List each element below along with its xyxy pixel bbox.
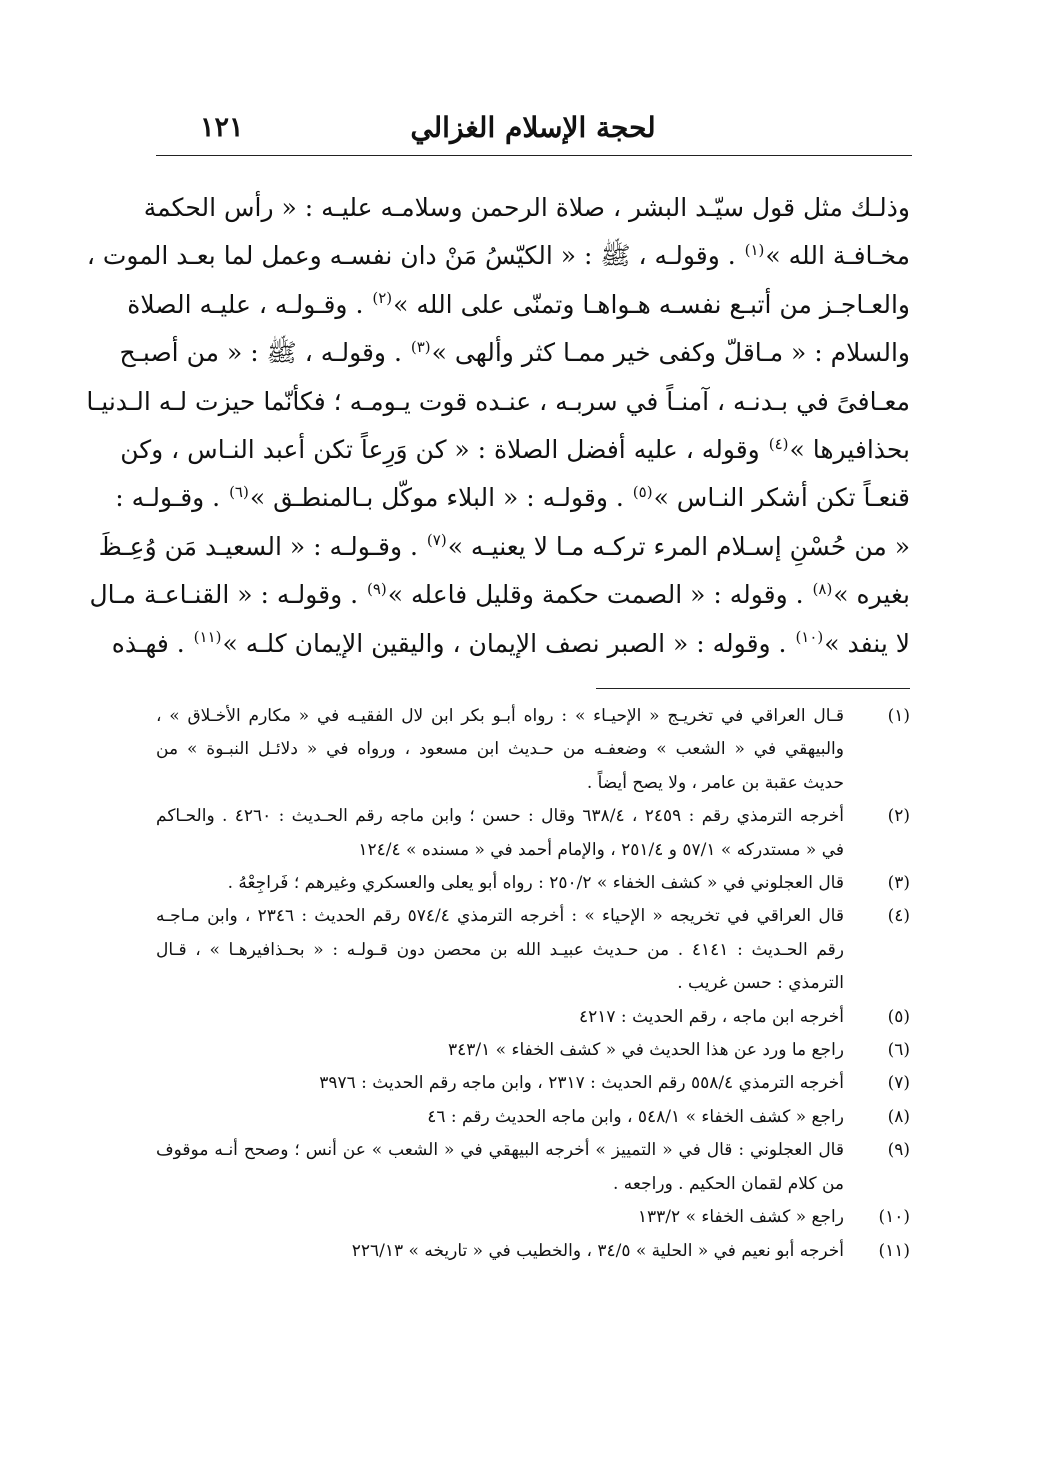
running-header	[156, 102, 910, 150]
footnote-reference[interactable]: (٥)	[632, 483, 653, 502]
body-line	[115, 474, 910, 522]
footnote-text	[156, 1101, 844, 1134]
footnote-number: (٦)	[887, 1040, 910, 1061]
footnote-reference[interactable]: (٤)	[768, 434, 789, 453]
body-line	[86, 378, 910, 426]
footnote-number: (٤)	[887, 906, 910, 927]
footnote-item	[156, 1235, 910, 1268]
body-text-run: . فهـذه	[111, 628, 193, 658]
body-text-run: . وقوله : « الصمت حكمة وقليل فاعله »	[387, 580, 812, 610]
footnote-line: أخرجه الترمذي رقم : ٢٤٥٩ ، ٦٣٨/٤ وقال : حسن ؛ وابن ماجه رقم الحـديث : ٤٢٦٠ . والحـاكم	[156, 806, 844, 827]
footnote-text	[156, 800, 844, 867]
body-line	[120, 426, 910, 474]
footnote-number: (٧)	[887, 1073, 910, 1094]
footnote-reference[interactable]: (٩)	[366, 579, 387, 598]
footnote-reference[interactable]: (٦)	[229, 483, 249, 502]
footnote-line: أخرجه ابن ماجه ، رقم الحديث : ٤٢١٧	[579, 1006, 844, 1027]
main-text	[86, 184, 910, 668]
footnote-item	[156, 867, 910, 900]
body-text-run: . وقولـه ، ﷺ : « من أصبـح	[119, 338, 410, 368]
footnote-number: (١)	[887, 706, 910, 726]
footnotes-list	[156, 700, 910, 1268]
body-text-run: . وقـولـه :	[115, 483, 229, 513]
footnote-item	[156, 1034, 910, 1067]
body-text-run: . وقوله : « الصبر نصف الإيمان ، واليقين الإيمان كلـه »	[222, 628, 795, 658]
footnote-line: أخرجه أبو نعيم في « الحلية » ٣٤/٥ ، والخطيب في « تاريخه » ٢٢٦/١٣	[351, 1240, 844, 1261]
footnote-text	[156, 1067, 844, 1100]
page-number: ١٢١	[200, 112, 244, 143]
footnote-text	[156, 1235, 844, 1268]
body-text-run: لا ينفد »	[824, 628, 910, 658]
footnote-number: (١١)	[878, 1240, 910, 1261]
footnote-number: (١٠)	[878, 1207, 910, 1228]
footnote-reference[interactable]: (١٠)	[795, 628, 824, 647]
footnote-line: قال العجلوني : قال في « التمييز » أخرجه البيهقي في « الشعب » عن أنس ؛ وصحح أنـه موقوف	[156, 1140, 844, 1161]
body-text-run: وذلـك مثل قول سيّـد البشر ، صلاة الرحمن وسلامـه عليـه : « رأس الحكمة	[143, 193, 910, 222]
footnote-text	[156, 867, 844, 900]
footnote-reference[interactable]: (٣)	[410, 337, 431, 356]
footnote-line: رقم الحـديث : ٤١٤١ . من حـديث عبيـد الله بن محصن دون قـولـه : « بحـذافيرهـا » ، قـال	[156, 939, 844, 960]
footnote-reference[interactable]: (١)	[744, 241, 765, 260]
footnote-reference[interactable]: (٢)	[372, 289, 393, 308]
footnote-text	[156, 700, 844, 800]
body-text-run: بغيره »	[833, 580, 910, 610]
footnote-number: (٣)	[887, 873, 910, 894]
body-text-run: . وقولـه : « البلاء موكّل بـالمنطـق »	[249, 483, 632, 513]
footnote-item	[156, 1001, 910, 1034]
footnote-text	[156, 1001, 844, 1034]
footnote-line: قال العجلوني في « كشف الخفاء » ٢٥٠/٢ : رواه أبو يعلى والعسكري وغيرهم ؛ فَراجِعْهُ .	[227, 873, 844, 894]
body-line	[98, 523, 910, 571]
body-text-run: بحذافيرها »	[789, 434, 910, 464]
footnote-reference[interactable]: (٨)	[812, 579, 833, 598]
body-text-run: « من حُسْنِ إسـلام المرء تركـه مـا لا يعنيـه »	[447, 531, 910, 561]
footnote-text	[156, 900, 844, 1000]
footnote-number: (٩)	[887, 1140, 910, 1161]
body-text-run: قنعـاً تكن أشكر النـاس »	[653, 483, 910, 513]
footnote-line: أخرجه الترمذي ٥٥٨/٤ رقم الحديث : ٢٣١٧ ، وابن ماجه رقم الحديث : ٣٩٧٦	[319, 1073, 844, 1094]
body-text-run: . وقولـه ، ﷺ : « الكيّسُ مَنْ دان نفسـه وعمل لما بعـد الموت ،	[86, 241, 744, 271]
footnote-line: قال العراقي في تخريجه « الإحياء » : أخرجه الترمذي ٥٧٤/٤ رقم الحديث : ٢٣٤٦ ، وابن مـاجـه	[156, 906, 844, 927]
footnote-number: (٢)	[887, 806, 910, 827]
footnote-item	[156, 1101, 910, 1134]
footnote-text	[156, 1201, 844, 1234]
footnote-line: راجع « كشف الخفاء » ٥٤٨/١ ، وابن ماجه الحديث رقم : ٤٦	[427, 1106, 844, 1127]
footnote-line: والبيهقي في « الشعب » وضعفـه من حـديث ابن مسعود ، ورواه في « دلائـل النبـوة » من	[156, 739, 844, 760]
body-text-run: مخـافـة الله »	[765, 241, 910, 271]
footnote-item	[156, 700, 910, 800]
body-line	[143, 184, 910, 232]
footnote-line: الترمذي : حسن غريب .	[677, 973, 844, 994]
footnote-number: (٥)	[887, 1006, 910, 1027]
footnote-line: راجع « كشف الخفاء » ١٣٣/٢	[637, 1207, 844, 1228]
running-title: لحجة الإسلام الغزالي	[410, 111, 656, 144]
body-line	[111, 620, 910, 668]
footnote-item	[156, 1134, 910, 1201]
footnote-item	[156, 1201, 910, 1234]
footnote-line: قـال العراقي في تخريـج « الإحيـاء » : رواه أبـو بكر ابن لال الفقيـه في « مكارم الأخـلاق » ،	[156, 706, 844, 726]
body-line	[86, 232, 910, 280]
footnote-text	[156, 1034, 844, 1067]
body-line	[89, 571, 910, 619]
footnote-item	[156, 900, 910, 1000]
footnote-item	[156, 800, 910, 867]
body-line	[127, 281, 910, 329]
header-divider	[156, 155, 912, 156]
body-text-run: . وقـولـه ، عليـه الصلاة	[127, 289, 372, 319]
body-text-run: معـافىً في بـدنـه ، آمنـاً في سربـه ، عنـده قوت يـومـه ؛ فكأنّما حيزت لـه الـدنيـا	[86, 386, 910, 416]
footnote-line: من كلام لقمان الحكيم . وراجعه .	[613, 1173, 844, 1194]
body-text-run: والعـاجـز من أتبـع نفسـه هـواهـا وتمنّى على الله »	[393, 289, 910, 319]
body-text-run: . وقولـه : « القنـاعـة مـال	[89, 580, 366, 610]
footnote-number: (٨)	[887, 1106, 910, 1127]
footnote-text	[156, 1134, 844, 1201]
body-text-run: . وقـولـه : « السعيـد مَن وُعِـظَ	[98, 531, 426, 561]
footnote-divider	[596, 688, 910, 689]
body-text-run: والسلام : « مـاقلّ وكفى خير ممـا كثر وألهى »	[431, 338, 910, 368]
body-text-run: وقوله ، عليه أفضل الصلاة : « كن وَرِعاً تكن أعبد النـاس ، وكن	[120, 434, 768, 464]
footnote-line: راجع ما ورد عن هذا الحديث في « كشف الخفاء » ٣٤٣/١	[448, 1040, 844, 1061]
footnote-reference[interactable]: (١١)	[193, 628, 222, 647]
body-line	[119, 329, 910, 377]
footnote-line: في « مستدركه » ٥٧/١ و ٢٥١/٤ ، والإمام أحمد في « مسنده » ١٢٤/٤	[358, 839, 844, 860]
footnote-reference[interactable]: (٧)	[426, 531, 447, 550]
footnote-line: حديث عقبة بن عامر ، ولا يصح أيضاً .	[586, 772, 844, 793]
footnote-item	[156, 1067, 910, 1100]
